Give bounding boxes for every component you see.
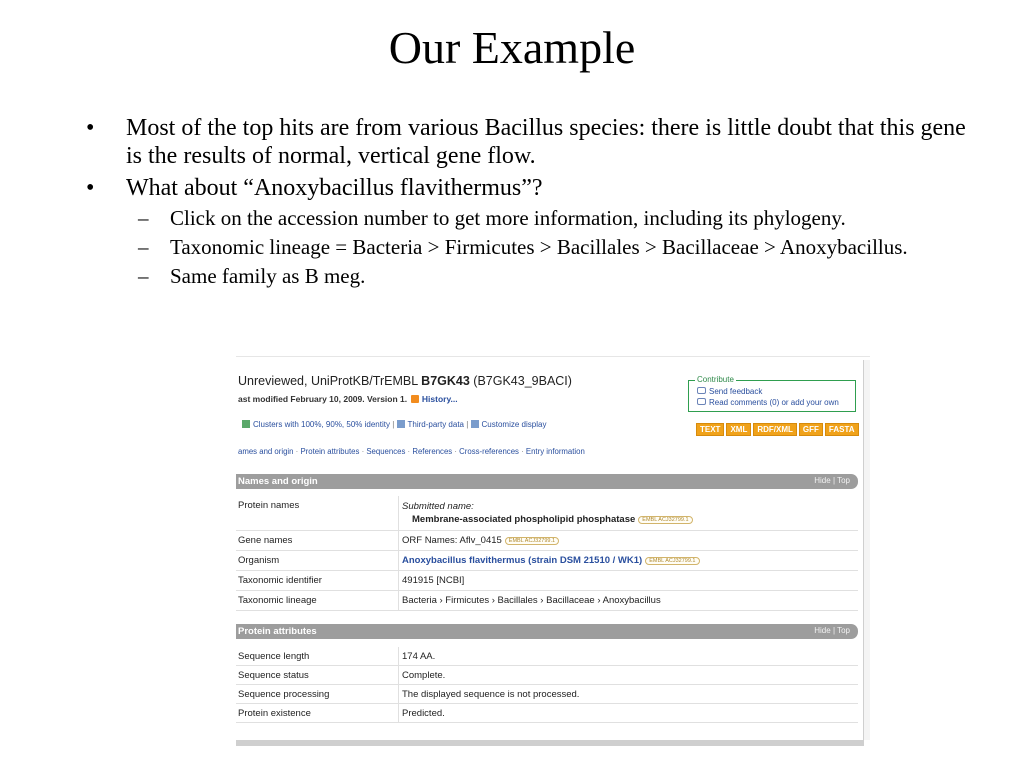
row-label: Sequence processing [238, 689, 330, 700]
toolbar-separator: | [466, 420, 469, 429]
entry-modified [238, 394, 458, 404]
section-nav [238, 447, 585, 456]
subbullet-lineage [86, 235, 986, 260]
subbullet-text: Taxonomic lineage = Bacteria > Firmicutes > Bacillales > Bacillaceae > Anoxybacillus. [170, 235, 908, 259]
nav-names-origin[interactable]: ames and origin [238, 447, 294, 456]
subbullet-text: Same family as B meg. [170, 264, 366, 288]
third-party-icon [397, 420, 405, 428]
vertical-scrollbar[interactable] [863, 360, 870, 740]
column-divider [398, 685, 399, 703]
entry-header [238, 374, 572, 388]
entry-name: (B7GK43_9BACI) [469, 374, 572, 388]
clusters-icon [242, 420, 250, 428]
taxid-link[interactable]: 491915 [NCBI] [402, 575, 465, 586]
hide-top-sep: | [832, 626, 836, 635]
row-organism [236, 551, 858, 571]
modified-date: ast modified February 10, 2009. Version 1. [238, 394, 408, 404]
row-lineage [236, 591, 858, 611]
third-party-link[interactable]: Third-party data [407, 420, 464, 429]
lineage-links[interactable]: Bacteria › Firmicutes › Bacillales › Bacillaceae › Anoxybacillus [402, 595, 661, 606]
bullet-glyph: • [86, 175, 95, 201]
slide-bullet-list [86, 114, 986, 289]
format-gff-button[interactable]: GFF [799, 423, 823, 436]
nav-references[interactable]: References [412, 447, 453, 456]
bullet-text: What about “Anoxybacillus flavithermus”? [126, 175, 543, 201]
protein-name: Membrane-associated phospholipid phosphatase [412, 514, 636, 525]
toolbar-separator: | [392, 420, 395, 429]
hide-top-links [814, 626, 850, 635]
row-gene-names [236, 531, 858, 551]
evidence-badge[interactable]: EMBL ACJ32799.1 [638, 516, 692, 524]
subbullet-text: Click on the accession number to get more information, including its phylogeny. [170, 206, 846, 230]
nav-sep: · [454, 447, 457, 456]
format-buttons [694, 419, 859, 437]
row-label: Taxonomic identifier [238, 575, 322, 586]
nav-sep: · [295, 447, 299, 456]
dash-glyph: – [138, 206, 149, 230]
bullet-text: Most of the top hits are from various Bacillus species: there is little doubt that this gene is the results of normal, vertical gene flow. [126, 115, 966, 169]
row-value: 174 AA. [402, 651, 436, 662]
hide-link[interactable]: Hide [814, 626, 831, 635]
column-divider [398, 666, 399, 684]
bullet-top-hits [86, 114, 986, 170]
evidence-badge[interactable]: EMBL ACJ32799.1 [505, 537, 559, 545]
customize-icon [471, 420, 479, 428]
nav-sequences[interactable]: Sequences [366, 447, 406, 456]
customize-link[interactable]: Customize display [481, 420, 547, 429]
gene-names-value [402, 535, 559, 546]
bottom-section-bar [236, 740, 864, 746]
hide-link[interactable]: Hide [814, 476, 831, 485]
row-label: Protein names [238, 500, 300, 511]
contribute-box [688, 375, 856, 412]
read-comments-link[interactable] [697, 398, 839, 407]
row-sequence-processing [236, 685, 858, 704]
row-taxid [236, 571, 858, 591]
row-sequence-length [236, 647, 858, 666]
rss-icon[interactable] [411, 395, 419, 403]
row-label: Sequence length [238, 651, 310, 662]
format-text-button[interactable]: TEXT [696, 423, 724, 436]
top-link[interactable]: Top [837, 476, 850, 485]
row-protein-names [236, 496, 858, 531]
comment-icon [697, 398, 706, 405]
nav-sep: · [521, 447, 524, 456]
protein-attributes-header [236, 624, 858, 639]
dash-glyph: – [138, 264, 149, 288]
protein-name-value [412, 514, 693, 525]
slide-title: Our Example [388, 22, 636, 73]
format-xml-button[interactable]: XML [726, 423, 751, 436]
subbullet-family [86, 264, 986, 289]
clusters-link[interactable]: Clusters with 100%, 90%, 50% identity [253, 420, 390, 429]
hide-top-links [814, 476, 850, 485]
row-value: Predicted. [402, 708, 445, 719]
nav-protein-attributes[interactable]: Protein attributes [300, 447, 360, 456]
submitted-name-label: Submitted name: [402, 501, 474, 512]
column-divider [398, 704, 399, 722]
format-rdfxml-button[interactable]: RDF/XML [753, 423, 797, 436]
column-divider [398, 496, 399, 530]
top-divider [236, 356, 870, 361]
contribute-legend: Contribute [697, 375, 734, 384]
bullet-glyph: • [86, 115, 95, 141]
column-divider [398, 647, 399, 665]
entry-status: Unreviewed, UniProtKB/TrEMBL [238, 374, 422, 388]
format-fasta-button[interactable]: FASTA [825, 423, 859, 436]
dash-glyph: – [138, 235, 149, 259]
nav-entry-information[interactable]: Entry information [525, 447, 585, 456]
nav-cross-references[interactable]: Cross-references [459, 447, 519, 456]
section-title: Protein attributes [238, 626, 317, 637]
read-comments-label: Read comments (0) or add your own [709, 398, 839, 407]
subbullet-accession [86, 206, 986, 231]
row-value: Complete. [402, 670, 446, 681]
evidence-badge[interactable]: EMBL ACJ32799.1 [645, 557, 699, 565]
row-label: Organism [238, 555, 280, 566]
organism-link[interactable]: Anoxybacillus flavithermus (strain DSM 21510 / WK1) [402, 555, 643, 566]
hide-top-sep: | [832, 476, 836, 485]
column-divider [398, 591, 399, 610]
entry-accession: B7GK43 [421, 374, 470, 388]
row-label: Gene names [238, 535, 293, 546]
send-feedback-link[interactable] [697, 387, 762, 396]
column-divider [398, 551, 399, 570]
column-divider [398, 571, 399, 590]
top-link[interactable]: Top [837, 626, 850, 635]
row-sequence-status [236, 666, 858, 685]
entry-toolbar [242, 420, 546, 429]
comment-icon [697, 387, 706, 394]
column-divider [398, 531, 399, 550]
bullet-anoxybacillus [86, 174, 986, 202]
row-protein-existence [236, 704, 858, 723]
send-feedback-label: Send feedback [709, 387, 763, 396]
row-value: The displayed sequence is not processed. [402, 689, 580, 700]
organism-value [402, 555, 700, 566]
nav-sep: · [361, 447, 365, 456]
history-link[interactable]: History... [421, 394, 458, 404]
row-label: Protein existence [238, 708, 311, 719]
section-title: Names and origin [238, 476, 318, 487]
nav-sep: · [407, 447, 411, 456]
uniprot-screenshot [236, 356, 870, 746]
row-label: Taxonomic lineage [238, 595, 317, 606]
row-label: Sequence status [238, 670, 309, 681]
gene-names: ORF Names: Aflv_0415 [402, 535, 502, 546]
names-origin-header [236, 474, 858, 489]
